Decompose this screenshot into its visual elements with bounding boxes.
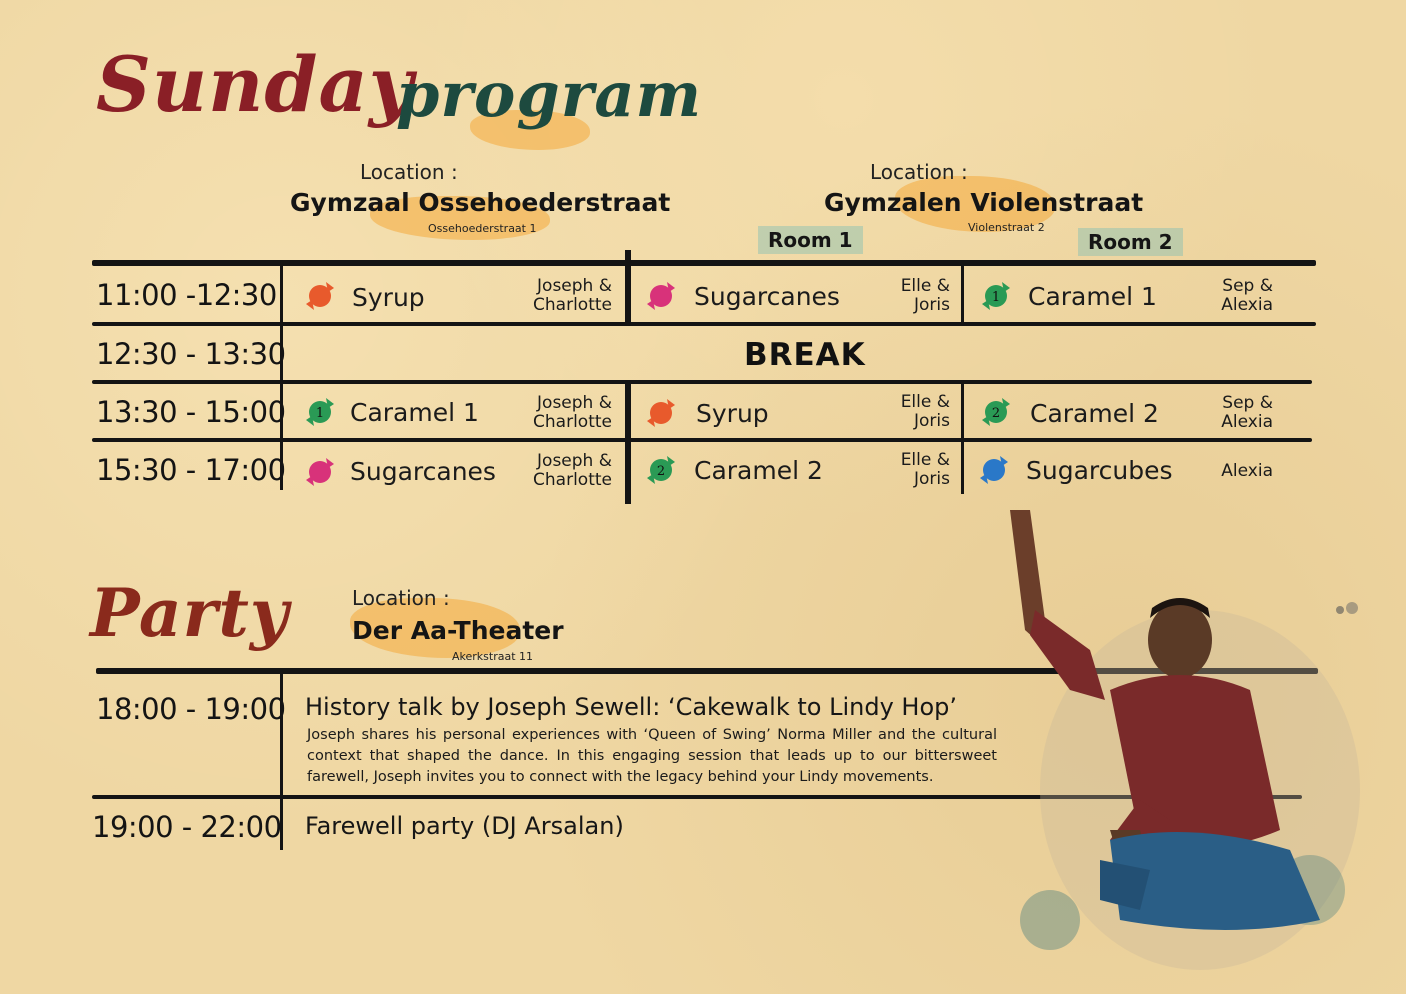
class-title: Syrup (696, 399, 769, 428)
class-title: Caramel 2 (694, 456, 823, 485)
grid-line (961, 262, 964, 324)
teachers: Joseph & Charlotte (533, 276, 612, 315)
slot-time: 11:00 -12:30 (96, 278, 277, 312)
venue1-address: Ossehoederstraat 1 (428, 222, 537, 235)
orange-candy-icon (302, 278, 338, 314)
svg-text:1: 1 (315, 406, 325, 421)
grid-line (92, 322, 1316, 326)
pink-candy-icon (302, 454, 338, 490)
party-title: Party (90, 574, 290, 652)
class-title: Sugarcubes (1026, 456, 1173, 485)
room2-label: Room 2 (1078, 228, 1183, 256)
class-title: Sugarcanes (694, 282, 840, 311)
teachers: Elle & Joris (900, 276, 950, 315)
page-title-word2: program (396, 58, 703, 131)
class-title: Sugarcanes (350, 457, 496, 486)
green-candy-icon (643, 452, 679, 488)
slot-time: 15:30 - 17:00 (96, 453, 286, 487)
room1-label: Room 1 (758, 226, 863, 254)
event-time: 18:00 - 19:00 (96, 692, 286, 726)
break-label: BREAK (744, 337, 866, 373)
dancer-photo (990, 500, 1370, 990)
class-title: Caramel 1 (1028, 282, 1157, 311)
party-location-label: Location : (352, 586, 450, 610)
slot-time: 13:30 - 15:00 (96, 395, 286, 429)
grid-line (92, 260, 1316, 266)
party-address: Akerkstraat 11 (452, 650, 534, 663)
event-title: History talk by Joseph Sewell: ‘Cakewalk to Lindy Hop’ (305, 693, 958, 721)
class-title: Syrup (352, 283, 425, 312)
green-candy-icon (978, 394, 1014, 430)
class-title: Caramel 1 (350, 398, 479, 427)
venue2-address: Violenstraat 2 (968, 221, 1045, 234)
teachers: Sep & Alexia (1221, 276, 1273, 315)
pink-candy-icon (643, 278, 679, 314)
orange-candy-icon (643, 395, 679, 431)
grid-line (625, 382, 631, 504)
svg-text:2: 2 (656, 464, 666, 479)
svg-text:1: 1 (991, 290, 1001, 305)
grid-line (92, 438, 1312, 442)
teachers: Elle & Joris (900, 450, 950, 489)
green-candy-icon (978, 278, 1014, 314)
green-candy-icon (302, 394, 338, 430)
venue1-name: Gymzaal Ossehoederstraat (290, 188, 671, 217)
grid-line (961, 382, 964, 494)
venue1-location-label: Location : (360, 160, 458, 184)
slot-time: 12:30 - 13:30 (96, 337, 286, 371)
teachers: Joseph & Charlotte (533, 451, 612, 490)
teachers: Sep & Alexia (1221, 393, 1273, 432)
teachers: Joseph & Charlotte (533, 393, 612, 432)
blue-candy-icon (976, 452, 1012, 488)
grid-line (92, 380, 1312, 384)
venue2-location-label: Location : (870, 160, 968, 184)
venue2-name: Gymzalen Violenstraat (824, 188, 1144, 217)
class-title: Caramel 2 (1030, 399, 1159, 428)
grid-line (625, 250, 631, 326)
page-title-word1: Sunday (96, 40, 414, 129)
event-title: Farewell party (DJ Arsalan) (305, 812, 624, 840)
teachers: Elle & Joris (900, 392, 950, 431)
event-description: Joseph shares his personal experiences with ‘Queen of Swing’ Norma Miller and the cultural context that shaped the dance. In this engaging session that leads up to our bittersweet farewell, Joseph invites you to connect with the legacy behind your Lindy movements. (307, 727, 997, 785)
event-time: 19:00 - 22:00 (92, 810, 282, 844)
teachers: Alexia (1221, 461, 1273, 481)
svg-text:2: 2 (991, 406, 1001, 421)
party-venue: Der Aa-Theater (352, 616, 564, 645)
